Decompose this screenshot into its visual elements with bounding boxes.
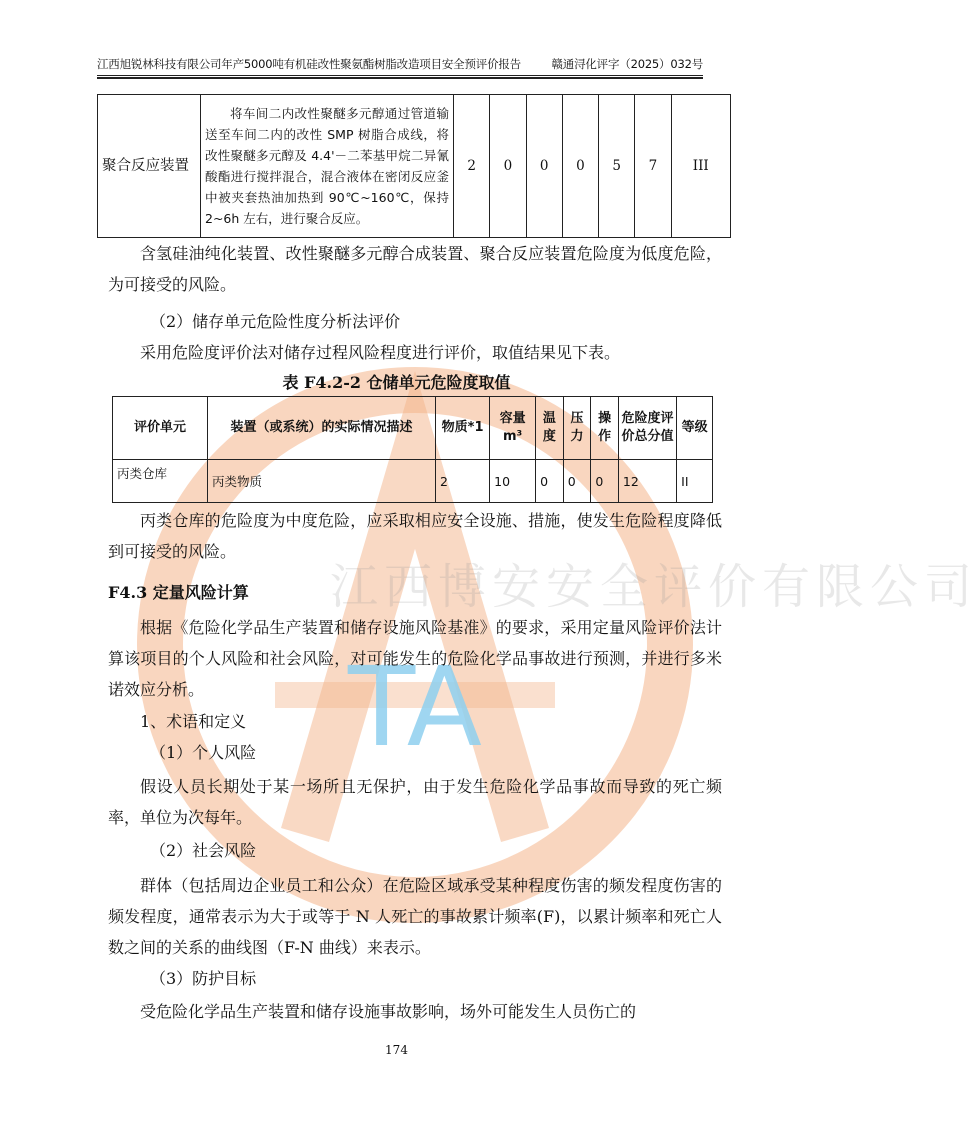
table-caption: 表 F4.2-2 仓储单元危险度取值 bbox=[282, 373, 511, 392]
paragraph: 群体（包括周边企业员工和公众）在危险区域承受某种程度伤害的频发程度伤害的频发程度，通常表示为大于或等于 N 人死亡的事故累计频率(F)，以累计频率和死亡人数之间的关系的曲线图（F-N 曲线）来表示。 bbox=[108, 876, 722, 957]
table-cell: 12 bbox=[618, 460, 676, 503]
table-header-row bbox=[113, 397, 713, 460]
description-cell bbox=[201, 95, 454, 238]
table-cell: 丙类物质 bbox=[208, 460, 436, 503]
table-cell: 0 bbox=[536, 460, 564, 503]
value-cell: 7 bbox=[635, 95, 671, 238]
table-row bbox=[98, 95, 731, 238]
table-cell: 0 bbox=[563, 460, 591, 503]
page-number: 174 bbox=[385, 1043, 408, 1057]
value-cell: 0 bbox=[562, 95, 598, 238]
column-header: 操作 bbox=[591, 397, 619, 460]
unit-name-cell: 聚合反应装置 bbox=[98, 95, 201, 238]
table-row bbox=[113, 460, 713, 503]
table-cell: 2 bbox=[435, 460, 489, 503]
column-header: 装置（或系统）的实际情况描述 bbox=[208, 397, 436, 460]
paragraph: 采用危险度评价法对储存过程风险程度进行评价，取值结果见下表。 bbox=[140, 343, 621, 362]
column-header: 温度 bbox=[536, 397, 564, 460]
paragraph: 根据《危险化学品生产装置和储存设施风险基准》的要求，采用定量风险评价法计算该项目的个人风险和社会风险，对可能发生的危险化学品事故进行预测，并进行多米诺效应分析。 bbox=[108, 618, 722, 699]
watermark-text: 江西博安安全评价有限公司 bbox=[330, 559, 978, 615]
item-heading: （2）社会风险 bbox=[150, 841, 257, 860]
column-header: 危险度评价总分值 bbox=[618, 397, 676, 460]
paragraph: 受危险化学品生产装置和储存设施事故影响，场外可能发生人员伤亡的 bbox=[140, 1002, 637, 1021]
paragraph-conclusion-1: 含氢硅油纯化装置、改性聚醚多元醇合成装置、聚合反应装置危险度为低度危险，为可接受的风险。 bbox=[108, 244, 722, 294]
column-header: 容量m³ bbox=[490, 397, 536, 460]
watermark-letters: TA bbox=[348, 643, 482, 771]
table-cell: 10 bbox=[490, 460, 536, 503]
value-cell: 2 bbox=[454, 95, 490, 238]
column-header: 等级 bbox=[677, 397, 713, 460]
value-cell: 0 bbox=[490, 95, 526, 238]
item-heading: （2）储存单元危险性度分析法评价 bbox=[150, 312, 401, 331]
paragraph-conclusion-2: 丙类仓库的危险度为中度危险，应采取相应安全设施、措施，使发生危险程度降低到可接受的风险。 bbox=[108, 511, 722, 561]
grade-cell: III bbox=[671, 95, 731, 238]
column-header: 评价单元 bbox=[113, 397, 208, 460]
paragraph: 假设人员长期处于某一场所且无保护，由于发生危险化学品事故而导致的死亡频率，单位为次每年。 bbox=[108, 777, 722, 827]
page-header bbox=[97, 56, 703, 76]
table-cell: 0 bbox=[591, 460, 619, 503]
header-report-title: 江西旭锐林科技有限公司年产5000吨有机硅改性聚氨酯树脂改造项目安全预评价报告 bbox=[97, 57, 521, 71]
hazard-table-continuation bbox=[97, 94, 731, 238]
table-cell: 丙类仓库 bbox=[113, 460, 208, 503]
header-doc-number: 赣通浔化评字（2025）032号 bbox=[551, 57, 703, 71]
item-heading: （1）个人风险 bbox=[150, 743, 257, 762]
item-heading: （3）防护目标 bbox=[150, 969, 257, 988]
column-header: 物质*1 bbox=[435, 397, 489, 460]
section-title: F4.3 定量风险计算 bbox=[108, 583, 249, 602]
column-header: 压力 bbox=[563, 397, 591, 460]
item-heading: 1、术语和定义 bbox=[140, 712, 247, 731]
description-text: 将车间二内改性聚醚多元醇通过管道输送至车间二内的改性 SMP 树脂合成线，将改性聚醚多元醇及 4.4'－二苯基甲烷二异氰酸酯进行搅拌混合，混合液体在密闭反应釜中被夹套热油加热到 90℃~160℃，保持 2~6h 左右，进行聚合反应。 bbox=[205, 106, 449, 226]
value-cell: 5 bbox=[599, 95, 635, 238]
storage-hazard-table bbox=[112, 396, 713, 503]
value-cell: 0 bbox=[526, 95, 562, 238]
table-cell: II bbox=[677, 460, 713, 503]
